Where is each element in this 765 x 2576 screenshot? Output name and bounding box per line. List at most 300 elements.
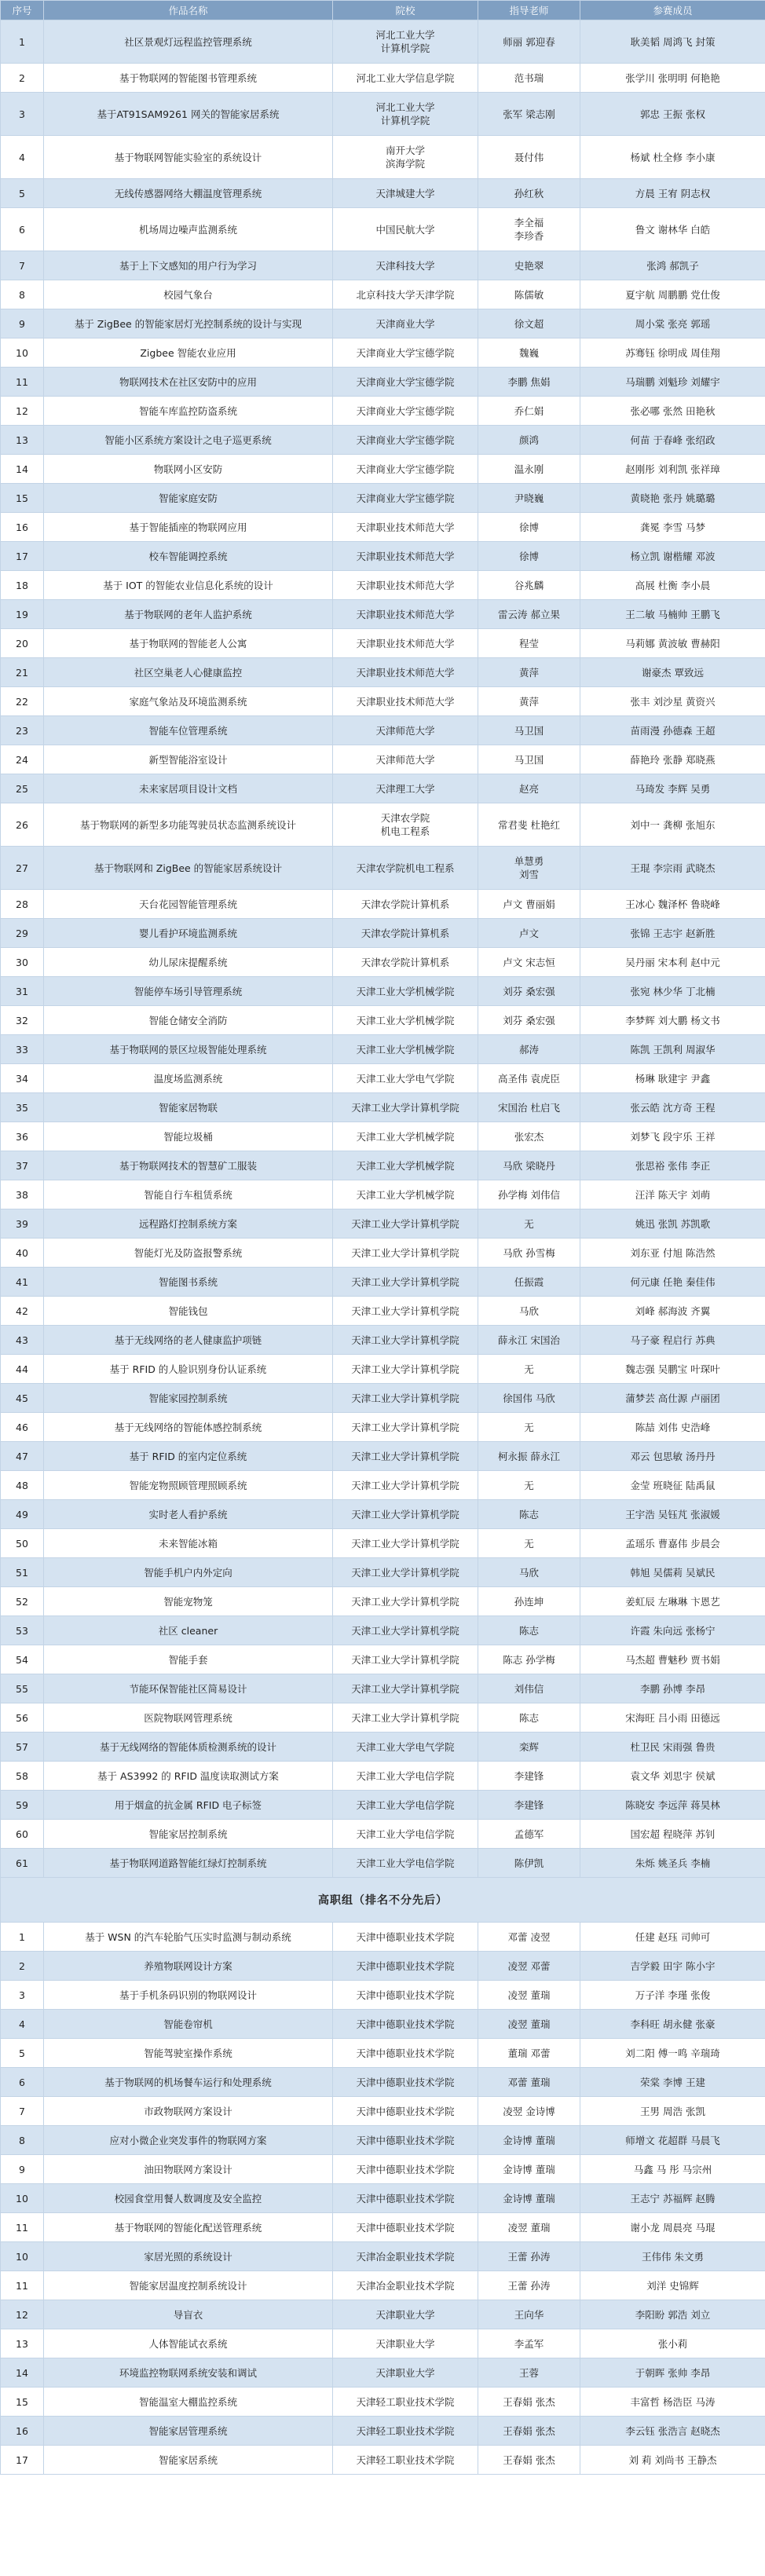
table-row: [1, 542, 765, 571]
cell-no: 5: [1, 2039, 44, 2068]
table-row: [1, 1413, 765, 1442]
cell-no: 59: [1, 1791, 44, 1820]
cell-advisor: 马卫国: [478, 716, 580, 745]
cell-name: 天台花园智能管理系统: [44, 890, 333, 919]
cell-name: 基于物联网的老年人监护系统: [44, 600, 333, 629]
cell-name: 智能家居温度控制系统设计: [44, 2271, 333, 2300]
cell-no: 33: [1, 1035, 44, 1064]
table-row: [1, 977, 765, 1006]
cell-name: 市政物联网方案设计: [44, 2097, 333, 2126]
cell-line: 单慧勇: [514, 855, 544, 867]
cell-advisor: 颜鸿: [478, 426, 580, 455]
cell-name: 社区空巢老人心健康监控: [44, 658, 333, 687]
cell-no: 7: [1, 2097, 44, 2126]
cell-school: 天津工业大学电气学院: [333, 1733, 478, 1762]
table-row: [1, 1297, 765, 1326]
cell-members: 鲁文 谢林华 白皓: [580, 208, 765, 251]
cell-no: 40: [1, 1239, 44, 1268]
cell-advisor: 任振霞: [478, 1268, 580, 1297]
cell-name: 智能车库监控防盗系统: [44, 397, 333, 426]
cell-members: 国宏超 程晓萍 苏钊: [580, 1820, 765, 1849]
cell-advisor: 黄萍: [478, 658, 580, 687]
cell-school: 天津工业大学机械学院: [333, 1122, 478, 1151]
table-row: [1, 1674, 765, 1703]
cell-no: 30: [1, 948, 44, 977]
cell-advisor: 王向华: [478, 2300, 580, 2329]
cell-advisor: 徐文超: [478, 309, 580, 338]
cell-no: 36: [1, 1122, 44, 1151]
cell-members: 张必哪 张然 田艳秋: [580, 397, 765, 426]
cell-members: 魏志强 吴鹏宝 叶琛叶: [580, 1355, 765, 1384]
cell-line: 计算机学院: [380, 115, 430, 126]
cell-members: 万子洋 李瑾 张俊: [580, 1981, 765, 2010]
table-row: [1, 1645, 765, 1674]
cell-school: 天津中德职业技术学院: [333, 2155, 478, 2184]
cell-name: 智能垃圾桶: [44, 1122, 333, 1151]
cell-no: 20: [1, 629, 44, 658]
cell-school: 天津工业大学计算机学院: [333, 1413, 478, 1442]
table-row: [1, 571, 765, 600]
cell-name: 基于物联网的智能图书管理系统: [44, 64, 333, 93]
cell-advisor: 无: [478, 1413, 580, 1442]
cell-school: 天津职业技术师范大学: [333, 629, 478, 658]
cell-advisor: 马欣: [478, 1297, 580, 1326]
cell-school: 天津冶金职业技术学院: [333, 2271, 478, 2300]
cell-no: 61: [1, 1849, 44, 1878]
cell-name: 基于物联网的智能化配送管理系统: [44, 2213, 333, 2242]
cell-advisor: 雷云涛 郝立果: [478, 600, 580, 629]
cell-advisor: 孟德军: [478, 1820, 580, 1849]
cell-school: 天津工业大学计算机学院: [333, 1442, 478, 1471]
cell-advisor: 陈志: [478, 1616, 580, 1645]
cell-members: 马瑞鹏 刘魁珍 刘耀宇: [580, 368, 765, 397]
cell-school: 天津工业大学计算机学院: [333, 1268, 478, 1297]
cell-school: 天津工业大学计算机学院: [333, 1645, 478, 1674]
cell-members: 李鹏 孙博 李昂: [580, 1674, 765, 1703]
cell-advisor: 王春娟 张杰: [478, 2446, 580, 2475]
cell-advisor: 魏巍: [478, 338, 580, 368]
cell-school: 天津职业技术师范大学: [333, 571, 478, 600]
cell-members: 王二敏 马楠帅 王鹏飞: [580, 600, 765, 629]
cell-name: 智能宠物照顾管理照顾系统: [44, 1471, 333, 1500]
cell-no: 22: [1, 687, 44, 716]
cell-no: 19: [1, 600, 44, 629]
cell-line: 河北工业大学: [375, 29, 435, 41]
cell-name: 油田物联网方案设计: [44, 2155, 333, 2184]
cell-school: 天津轻工职业技术学院: [333, 2446, 478, 2475]
cell-no: 34: [1, 1064, 44, 1093]
cell-advisor: 乔仁娟: [478, 397, 580, 426]
table-row: [1, 2271, 765, 2300]
cell-name: 导盲衣: [44, 2300, 333, 2329]
cell-members: 王志宁 苏福辉 赵腾: [580, 2184, 765, 2213]
table-row: [1, 1762, 765, 1791]
cell-no: 11: [1, 368, 44, 397]
table-row: [1, 1791, 765, 1820]
cell-name: 基于物联网的机场餐车运行和处理系统: [44, 2068, 333, 2097]
section-row: [1, 1878, 765, 1923]
cell-no: 43: [1, 1326, 44, 1355]
cell-name: 智能家园控制系统: [44, 1384, 333, 1413]
cell-name: 家居光照的系统设计: [44, 2242, 333, 2271]
cell-advisor: 李建锋: [478, 1791, 580, 1820]
cell-school: 天津工业大学机械学院: [333, 1151, 478, 1180]
cell-no: 1: [1, 1923, 44, 1952]
cell-school: 天津中德职业技术学院: [333, 2184, 478, 2213]
cell-name: 校园食堂用餐人数调度及安全监控: [44, 2184, 333, 2213]
cell-name: 基于物联网的新型多功能驾驶员状态监测系统设计: [44, 803, 333, 847]
cell-name: 智能家庭安防: [44, 484, 333, 513]
cell-members: 王男 周浩 张凯: [580, 2097, 765, 2126]
cell-no: 2: [1, 64, 44, 93]
cell-name: 新型智能浴室设计: [44, 745, 333, 774]
cell-name: 机场周边噪声监测系统: [44, 208, 333, 251]
cell-advisor: 陈志: [478, 1500, 580, 1529]
table-row: [1, 1587, 765, 1616]
cell-no: 27: [1, 847, 44, 890]
cell-no: 10: [1, 2242, 44, 2271]
cell-name: 智能家居物联: [44, 1093, 333, 1122]
cell-advisor: 马欣 孙雪梅: [478, 1239, 580, 1268]
cell-members: 陈喆 刘伟 史浩峰: [580, 1413, 765, 1442]
cell-no: 45: [1, 1384, 44, 1413]
cell-advisor: 邓蕾 凌翌: [478, 1923, 580, 1952]
table-row: [1, 2358, 765, 2388]
cell-members: 荣棠 李博 王建: [580, 2068, 765, 2097]
cell-no: 46: [1, 1413, 44, 1442]
table-row: [1, 1384, 765, 1413]
cell-no: 5: [1, 179, 44, 208]
cell-advisor: 卢文: [478, 919, 580, 948]
cell-advisor: 陈志: [478, 1703, 580, 1733]
cell-school: 天津轻工职业技术学院: [333, 2417, 478, 2446]
cell-no: 3: [1, 1981, 44, 2010]
cell-school: 天津工业大学机械学院: [333, 1006, 478, 1035]
cell-school: 天津工业大学计算机学院: [333, 1674, 478, 1703]
cell-name: 智能灯光及防盗报警系统: [44, 1239, 333, 1268]
table-row: [1, 2446, 765, 2475]
cell-school: 天津职业技术师范大学: [333, 658, 478, 687]
cell-name: 基于物联网的景区垃圾智能处理系统: [44, 1035, 333, 1064]
cell-school: 天津师范大学: [333, 745, 478, 774]
cell-members: 张云皓 沈方奇 王程: [580, 1093, 765, 1122]
cell-name: 应对小微企业突发事件的物联网方案: [44, 2126, 333, 2155]
table-row: [1, 484, 765, 513]
cell-advisor: [478, 847, 580, 890]
cell-advisor: 徐国伟 马欣: [478, 1384, 580, 1413]
cell-school: 天津农学院计算机系: [333, 919, 478, 948]
cell-name: 智能钱包: [44, 1297, 333, 1326]
cell-advisor: 王蕾 孙涛: [478, 2271, 580, 2300]
cell-name: 未来智能冰箱: [44, 1529, 333, 1558]
table-row: [1, 2329, 765, 2358]
table-row: [1, 948, 765, 977]
table-row: [1, 1558, 765, 1587]
cell-line: 计算机学院: [380, 42, 430, 54]
table-row: [1, 1209, 765, 1239]
cell-school: 天津工业大学机械学院: [333, 1035, 478, 1064]
cell-school: 天津中德职业技术学院: [333, 1981, 478, 2010]
cell-name: 校园气象台: [44, 280, 333, 309]
cell-members: 张学川 张明明 何艳艳: [580, 64, 765, 93]
cell-school: 天津中德职业技术学院: [333, 2068, 478, 2097]
table-row: [1, 919, 765, 948]
cell-no: 49: [1, 1500, 44, 1529]
cell-members: 汪洋 陈天宇 刘萌: [580, 1180, 765, 1209]
cell-school: 天津农学院计算机系: [333, 948, 478, 977]
cell-name: 智能家居管理系统: [44, 2417, 333, 2446]
cell-name: 养殖物联网设计方案: [44, 1952, 333, 1981]
cell-no: 41: [1, 1268, 44, 1297]
table-row: [1, 2388, 765, 2417]
cell-school: 天津工业大学计算机学院: [333, 1239, 478, 1268]
cell-advisor: 高圣伟 袁虎臣: [478, 1064, 580, 1093]
cell-name: 智能自行车租赁系统: [44, 1180, 333, 1209]
cell-no: 42: [1, 1297, 44, 1326]
cell-school: 天津职业技术师范大学: [333, 600, 478, 629]
cell-name: 基于物联网道路智能红绿灯控制系统: [44, 1849, 333, 1878]
cell-name: 基于物联网技术的智慧矿工服装: [44, 1151, 333, 1180]
cell-name: 基于 IOT 的智能农业信息化系统的设计: [44, 571, 333, 600]
cell-school: 天津职业大学: [333, 2329, 478, 2358]
cell-no: 8: [1, 2126, 44, 2155]
cell-no: 6: [1, 208, 44, 251]
cell-advisor: 马欣 梁晓丹: [478, 1151, 580, 1180]
cell-members: 李云钰 张浩言 赵晓杰: [580, 2417, 765, 2446]
cell-school: 天津商业大学宝德学院: [333, 368, 478, 397]
cell-members: 朱烁 姚圣兵 李楠: [580, 1849, 765, 1878]
cell-no: 37: [1, 1151, 44, 1180]
cell-name: 基于物联网和 ZigBee 的智能家居系统设计: [44, 847, 333, 890]
cell-advisor: 李孟军: [478, 2329, 580, 2358]
cell-members: 张小莉: [580, 2329, 765, 2358]
cell-no: 28: [1, 890, 44, 919]
cell-members: 师增文 花超群 马晨飞: [580, 2126, 765, 2155]
cell-no: 44: [1, 1355, 44, 1384]
table-row: [1, 1006, 765, 1035]
cell-name: 基于无线网络的老人健康监护项链: [44, 1326, 333, 1355]
cell-members: 马子豪 程启行 苏典: [580, 1326, 765, 1355]
cell-members: 杜卫民 宋雨强 鲁贵: [580, 1733, 765, 1762]
cell-no: 26: [1, 803, 44, 847]
table-row: [1, 2010, 765, 2039]
cell-advisor: 范书瑞: [478, 64, 580, 93]
cell-name: 智能手套: [44, 1645, 333, 1674]
cell-no: 23: [1, 716, 44, 745]
vocational-rows: [1, 1923, 765, 2475]
table-row: [1, 368, 765, 397]
cell-members: 苗雨漫 孙德森 王超: [580, 716, 765, 745]
cell-members: 刘二阳 傅一鸣 辛瑞琦: [580, 2039, 765, 2068]
cell-no: 15: [1, 484, 44, 513]
table-row: [1, 629, 765, 658]
table-row: [1, 847, 765, 890]
cell-members: 高展 杜衡 李小晨: [580, 571, 765, 600]
cell-members: 李阳盼 郭浩 刘立: [580, 2300, 765, 2329]
cell-members: 王宇浩 吴钰芃 张淑媛: [580, 1500, 765, 1529]
cell-no: 1: [1, 20, 44, 64]
cell-school: 天津中德职业技术学院: [333, 1952, 478, 1981]
cell-members: 任建 赵珏 司帅可: [580, 1923, 765, 1952]
cell-members: 张丰 刘沙星 黄资兴: [580, 687, 765, 716]
cell-name: 节能环保智能社区简易设计: [44, 1674, 333, 1703]
table-row: [1, 803, 765, 847]
cell-line: 机电工程系: [380, 825, 430, 837]
cell-advisor: 郝涛: [478, 1035, 580, 1064]
cell-school: 天津工业大学电气学院: [333, 1064, 478, 1093]
cell-name: 物联网技术在社区安防中的应用: [44, 368, 333, 397]
cell-school: 天津商业大学宝德学院: [333, 484, 478, 513]
cell-members: 方晨 王宥 阴志权: [580, 179, 765, 208]
cell-no: 10: [1, 2184, 44, 2213]
table-row: [1, 280, 765, 309]
cell-name: 基于 AS3992 的 RFID 温度读取测试方案: [44, 1762, 333, 1791]
col-header-school: 院校: [333, 1, 478, 20]
table-row: [1, 1952, 765, 1981]
table-row: [1, 2242, 765, 2271]
table-row: [1, 2039, 765, 2068]
cell-members: 刘梦飞 段宇乐 王祥: [580, 1122, 765, 1151]
cell-name: 家庭气象站及环境监测系统: [44, 687, 333, 716]
cell-name: 智能卷帘机: [44, 2010, 333, 2039]
cell-advisor: 赵亮: [478, 774, 580, 803]
cell-no: 53: [1, 1616, 44, 1645]
cell-school: [333, 136, 478, 179]
cell-members: 夏宇航 周鹏鹏 党仕俊: [580, 280, 765, 309]
cell-name: 智能驾驶室操作系统: [44, 2039, 333, 2068]
cell-no: 47: [1, 1442, 44, 1471]
table-row: [1, 1064, 765, 1093]
cell-no: 13: [1, 2329, 44, 2358]
table-row: [1, 338, 765, 368]
cell-no: 14: [1, 455, 44, 484]
cell-name: 幼儿尿床提醒系统: [44, 948, 333, 977]
table-row: [1, 64, 765, 93]
cell-name: 基于手机条码识别的物联网设计: [44, 1981, 333, 2010]
cell-advisor: 徐博: [478, 542, 580, 571]
cell-advisor: 陈儒敏: [478, 280, 580, 309]
cell-members: 刘 莉 刘尚书 王静杰: [580, 2446, 765, 2475]
cell-no: 57: [1, 1733, 44, 1762]
cell-advisor: 刘芬 桑宏强: [478, 977, 580, 1006]
cell-school: 天津职业大学: [333, 2300, 478, 2329]
cell-school: 天津工业大学电信学院: [333, 1762, 478, 1791]
cell-school: 天津中德职业技术学院: [333, 1923, 478, 1952]
cell-school: 天津商业大学: [333, 309, 478, 338]
table-row: [1, 890, 765, 919]
cell-no: 13: [1, 426, 44, 455]
cell-advisor: 徐博: [478, 513, 580, 542]
cell-name: 基于上下文感知的用户行为学习: [44, 251, 333, 280]
cell-name: 环境监控物联网系统安装和调试: [44, 2358, 333, 2388]
cell-advisor: 常君斐 杜艳红: [478, 803, 580, 847]
header-row: [1, 1, 765, 20]
cell-members: 李梦辉 刘大鹏 杨文书: [580, 1006, 765, 1035]
table-row: [1, 93, 765, 136]
cell-no: 56: [1, 1703, 44, 1733]
cell-members: 谢小龙 周晨亮 马琨: [580, 2213, 765, 2242]
table-row: [1, 513, 765, 542]
col-header-members: 参赛成员: [580, 1, 765, 20]
cell-advisor: 马欣: [478, 1558, 580, 1587]
undergrad-rows: [1, 20, 765, 1878]
table-row: [1, 2155, 765, 2184]
cell-school: 天津中德职业技术学院: [333, 2126, 478, 2155]
cell-name: 用于烟盒的抗金属 RFID 电子标签: [44, 1791, 333, 1820]
cell-advisor: 凌翌 董瑞: [478, 2010, 580, 2039]
cell-members: 杨立凯 谢楷耀 邓波: [580, 542, 765, 571]
cell-school: 天津中德职业技术学院: [333, 2010, 478, 2039]
cell-members: 何元康 任艳 秦佳伟: [580, 1268, 765, 1297]
table-row: [1, 2184, 765, 2213]
cell-no: 7: [1, 251, 44, 280]
cell-name: 校车智能调控系统: [44, 542, 333, 571]
cell-school: 天津科技大学: [333, 251, 478, 280]
table-row: [1, 600, 765, 629]
section-title: 高职组（排名不分先后）: [1, 1878, 765, 1923]
cell-advisor: 黄萍: [478, 687, 580, 716]
cell-no: 12: [1, 397, 44, 426]
cell-advisor: 薛永江 宋国治: [478, 1326, 580, 1355]
cell-members: 马鑫 马 彤 马宗州: [580, 2155, 765, 2184]
cell-no: 6: [1, 2068, 44, 2097]
cell-school: 天津农学院计算机系: [333, 890, 478, 919]
cell-members: 丰富哲 杨浩臣 马涛: [580, 2388, 765, 2417]
table-row: [1, 1923, 765, 1952]
cell-members: 马莉娜 黄波敏 曹赫阳: [580, 629, 765, 658]
cell-name: 温度场监测系统: [44, 1064, 333, 1093]
cell-school: 天津工业大学计算机学院: [333, 1093, 478, 1122]
cell-advisor: 凌翌 邓蕾: [478, 1952, 580, 1981]
cell-school: 天津工业大学计算机学院: [333, 1471, 478, 1500]
cell-no: 3: [1, 93, 44, 136]
cell-advisor: 陈志 孙学梅: [478, 1645, 580, 1674]
cell-no: 38: [1, 1180, 44, 1209]
cell-no: 16: [1, 513, 44, 542]
cell-school: 天津工业大学计算机学院: [333, 1703, 478, 1733]
cell-name: 物联网小区安防: [44, 455, 333, 484]
cell-members: 吴丹丽 宋本利 赵中元: [580, 948, 765, 977]
cell-members: 刘中一 龚柳 张旭东: [580, 803, 765, 847]
cell-advisor: 李鹏 焦娟: [478, 368, 580, 397]
cell-advisor: [478, 208, 580, 251]
cell-advisor: 刘伟信: [478, 1674, 580, 1703]
cell-name: 智能宠物笼: [44, 1587, 333, 1616]
cell-school: 天津商业大学宝德学院: [333, 338, 478, 368]
cell-no: 10: [1, 338, 44, 368]
table-row: [1, 1093, 765, 1122]
cell-advisor: 聂付伟: [478, 136, 580, 179]
cell-school: 天津商业大学宝德学院: [333, 455, 478, 484]
cell-no: 8: [1, 280, 44, 309]
cell-advisor: 金诗博 董瑞: [478, 2184, 580, 2213]
cell-name: 基于AT91SAM9261 网关的智能家居系统: [44, 93, 333, 136]
cell-advisor: 凌翌 金诗博: [478, 2097, 580, 2126]
cell-school: 天津工业大学计算机学院: [333, 1500, 478, 1529]
table-row: [1, 774, 765, 803]
cell-no: 58: [1, 1762, 44, 1791]
cell-no: 25: [1, 774, 44, 803]
cell-no: 11: [1, 2271, 44, 2300]
cell-school: 天津工业大学计算机学院: [333, 1587, 478, 1616]
cell-school: 天津理工大学: [333, 774, 478, 803]
cell-school: 天津农学院机电工程系: [333, 847, 478, 890]
cell-advisor: 温永刚: [478, 455, 580, 484]
cell-advisor: 卢文 宋志恒: [478, 948, 580, 977]
cell-line: 刘雪: [518, 869, 539, 880]
table-row: [1, 2068, 765, 2097]
cell-school: 天津城建大学: [333, 179, 478, 208]
